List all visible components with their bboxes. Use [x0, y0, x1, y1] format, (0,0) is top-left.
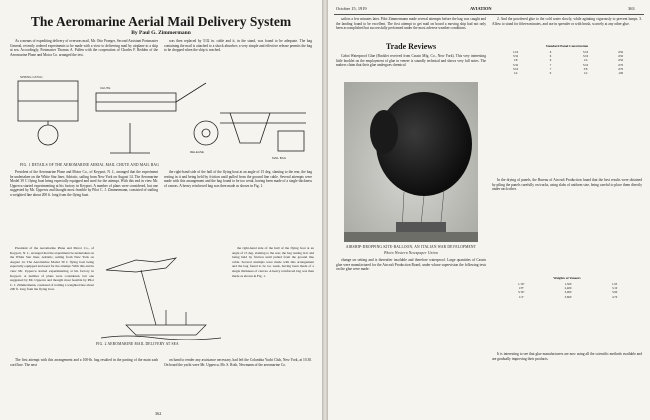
table-row: 1/4 9 1/2 .100	[513, 71, 624, 76]
body-column-2: the right-hand side of the hull of the flying boat at an angle of 15 deg. slanting to the rear, the bag resting in it and being held by friction until pulled from the ground line cable. Several attempts were made with this arrangement and the bag found to be too weak, having been made of a single thickness of canvas. A heavy reinforced bag was then made as shown in Fig. 1.	[164, 170, 312, 188]
panel-table	[498, 50, 638, 75]
left-page	[0, 0, 322, 420]
figure-2-drawing	[96, 240, 226, 340]
glue-instructions: 2. And the powdered glue to the cold water slowly, while agitating vigorously to prevent lumps. 3. Allow to stand for fifteen minutes, and use in spreader or with brush, scarcely at any other glue.	[492, 17, 642, 26]
figure-1-caption: FIG. 1 DETAILS OF THE AEROMARINE AERIAL MAIL CHUTE AND MAIL BAG	[20, 163, 160, 167]
bottom-review-column: change on setting and is thereafter insoluble and therefore waterproof. Large quantities of Cassin glue were manufactured for the Aircraft Production Board, under whose supervision the following tests on the glue were made:	[336, 258, 486, 272]
header-rule	[334, 14, 644, 15]
table2-title: Weights of Veneers	[553, 276, 581, 280]
table-row: 1/16 6 5/16 .050	[512, 50, 624, 54]
table-row: 1/8 6 1/4 .050	[513, 58, 624, 63]
table-row: 3/32 6 3/16 .050	[512, 54, 624, 59]
side-column-left: President of the Aeromarine Plane and Motor Co., of Keyport, N. J., arranged that the experiment be undertaken on the White Star liner, Adriatic, sailing from New York on August 14. The Aeromarine Model 39 C flying boat being especially equipped and used for the attempt. With this end in view Mr. Uppercu started experimenting at his factory in Keyport. A number of plans were considered, but one suggested by Mr. Uppercu and thought most feasible by Pilot C. J. Zimmermann, consisted of trailing a weighted line about 200 ft. long from the flying boat.	[10, 246, 94, 292]
photo-caption: AIRSHIP-DROPPING KITE-BALLOON, AN ITALIAN WAR DEVELOPMENT	[345, 245, 477, 249]
table-row: 1/16" 1,500 1.95	[518, 282, 618, 286]
side-column-right: the right-hand side of the hull of the flying boat at an angle of 15 deg. slanting to the rear, the bag resting in it and being held by friction until pulled from the ground line cable. Several attempts were made with this arrangement and the bag found to be too weak, having been made of a single thickness of canvas. A heavy reinforced bag was then made as shown in Fig. 1.	[232, 246, 314, 278]
body-column-1: President of the Aeromarine Plane and Motor Co., of Keyport, N. J., arranged that the experiment be undertaken on the White Star liner, Adriatic, sailing from New York on August 14. The Aeromarine Model 39 C flying boat being especially equipped and used for the attempt. With this end in view Mr. Uppercu started experimenting at his factory in Keyport. A number of plans were considered, but one suggested by Mr. Uppercu and thought most feasible by Pilot C. J. Zimmermann, consisted of trailing a weighted line about 200 ft. long from the flying boat.	[10, 170, 158, 197]
right-page-number: 363	[628, 6, 635, 11]
running-header	[334, 6, 644, 14]
bottom-column-2: on hand to render any assistance necessary, had left the Columbia Yacht Club, New York, at 10.30. On board the yacht were Mr. Uppercu, Mr. S. Roth, Newmann of the aeromarine Co.	[164, 358, 312, 367]
article-byline: By Paul G. Zimmermann	[131, 30, 191, 36]
figure-1-drawing	[10, 73, 314, 163]
drying-column: In the drying of panels, the Bureau of Aircraft Production found that the best results were obtained by piling the panels carefully on trucks, using slabs of uniform size, being careful to place them directly under each other.	[492, 178, 642, 192]
svg-text:CHUTE: CHUTE	[100, 86, 111, 90]
kite-balloon-photo	[344, 82, 478, 242]
section-heading: Trade Reviews	[385, 42, 437, 51]
table-row: 3/16" 3,000 3.90	[518, 290, 618, 295]
issue-date: October 15, 1919	[336, 6, 367, 11]
review-column: Cabot Waterproof Glue (Booklet received from Cassin Mfg. Co., New York). This very interesting little booklet on the employment of glue in veneer is soundly technical and shows very full notes. The makers claim that their glue undergoes chemical	[336, 54, 486, 68]
bottom-column-1: The first attempt with this arrangement and a 100-lb. bag resulted in the parting of the main sash cord line. The next	[10, 358, 158, 367]
svg-text:MAIL BAG: MAIL BAG	[272, 156, 287, 160]
table-row: 3/16 7 3/8 .070	[512, 66, 624, 71]
right-page	[328, 0, 650, 420]
svg-text:RELEASE: RELEASE	[190, 150, 204, 154]
closing-column: It is interesting to see that glue manufacturers are now using all the scientific methods available and are gradually improving their products.	[492, 352, 642, 361]
figure-2-caption: FIG. 2 AEROMARINE MAIL DELIVERY AT SEA	[96, 342, 179, 346]
table-row: 1/8" 2,400 3.10	[518, 286, 618, 291]
table-row: 1/4" 3,600 4.70	[518, 294, 618, 299]
left-page-number: 362	[155, 411, 162, 416]
top-column-1: sailors a few minutes later. Pilot Zimmermann made several attempts before the bag was caught and the landing found to be excellent. The first attempt to get mail on board a moving ship had not only been accomplished but successfully performed under the most adverse weather conditions.	[336, 17, 486, 31]
table-title: Standard Panel Construction	[545, 44, 589, 48]
veneer-table	[498, 282, 638, 299]
article-title: The Aeromarine Aerial Mail Delivery System	[30, 14, 292, 29]
intro-column-1: As a means of expediting delivery of overseas mail, Mr. Otto Praeger, Second Assistant Postmaster General, recently ordered experiments to be made with a view to delivering mail by airplane to a ship at sea. Accordingly, Postmaster Thomas A. Pullen with the cooperation of Charles F. Redden of the Aeromarine Plane and Motor Co. arranged the test.	[10, 39, 158, 57]
svg-text:SPRING CATCH: SPRING CATCH	[20, 75, 43, 79]
photo-credit: Photo Western Newspaper Union	[384, 251, 438, 255]
journal-name: AVIATION	[470, 6, 492, 11]
intro-column-2: was then replaced by 5/32 in. cable and it, in the stand, was found to be adequate. The bag containing the mail is attached to a shock absorber; a very simple and effective release permits the bag to be dropped when the ship is reached.	[164, 39, 312, 53]
table-row: 5/32 7 5/16 .070	[512, 62, 624, 67]
